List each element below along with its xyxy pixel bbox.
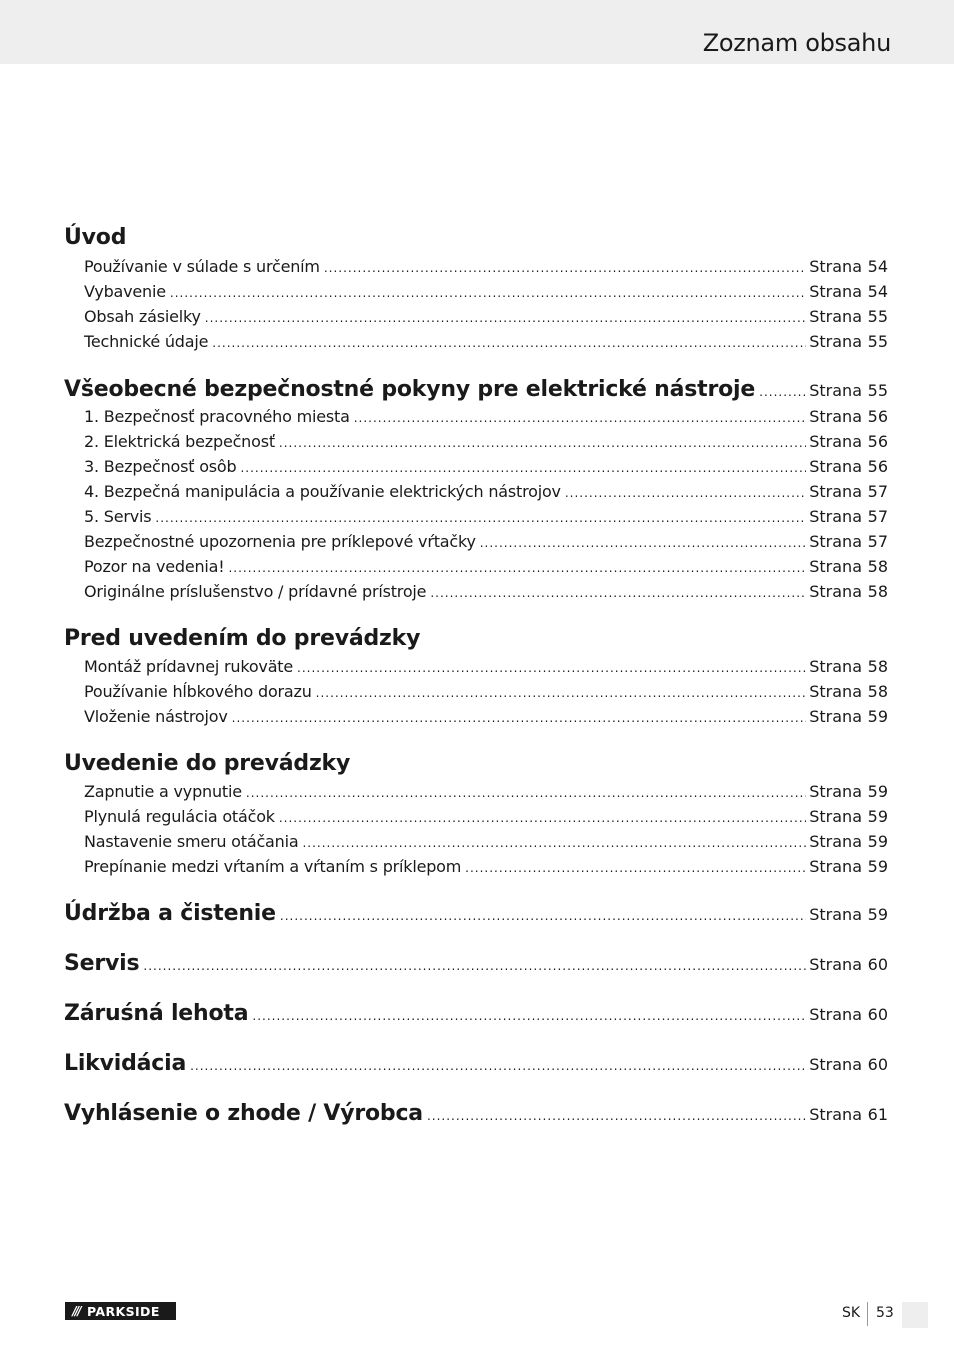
- page-reference: [809, 530, 888, 554]
- page-num: 60: [867, 1005, 888, 1024]
- toc-entry[interactable]: [84, 280, 888, 304]
- entry-label: Originálne príslušenstvo / prídavné prístroje: [84, 582, 427, 601]
- page-num: 59: [867, 707, 888, 726]
- page-reference: [809, 1103, 888, 1127]
- page-word: Strana: [809, 657, 862, 676]
- page-reference: [809, 280, 888, 304]
- page-word: Strana: [809, 582, 862, 601]
- entry-label: 4. Bezpečná manipulácia a používanie elektrických nástrojov: [84, 482, 561, 501]
- toc-entry[interactable]: [84, 555, 888, 579]
- toc-entry[interactable]: [84, 805, 888, 829]
- toc-section-heading[interactable]: [64, 1102, 888, 1126]
- page-word: Strana: [809, 532, 862, 551]
- leader-dots: [212, 336, 806, 350]
- toc-entry[interactable]: [84, 780, 888, 804]
- toc-section-heading[interactable]: [64, 952, 888, 976]
- entry-label: 3. Bezpečnosť osôb: [84, 457, 237, 476]
- page-word: Strana: [809, 807, 862, 826]
- page-reference: [809, 379, 888, 403]
- entry-label: Zapnutie a vypnutie: [84, 782, 242, 801]
- leader-dots: [316, 686, 807, 700]
- page-reference: [809, 255, 888, 279]
- footer-tab-box: [902, 1302, 928, 1328]
- page-word: Strana: [809, 707, 862, 726]
- page-reference: [809, 903, 888, 927]
- page-word: Strana: [809, 507, 862, 526]
- entry-label: Prepínanie medzi vŕtaním a vŕtaním s príklepom: [84, 857, 462, 876]
- toc-entry[interactable]: [84, 430, 888, 454]
- leader-dots: [302, 836, 806, 850]
- leader-dots: [205, 311, 806, 325]
- entry-label: 1. Bezpečnosť pracovného miesta: [84, 407, 350, 426]
- leader-dots: [252, 1009, 806, 1023]
- toc-section-heading[interactable]: [64, 902, 888, 926]
- toc-section-heading[interactable]: [64, 1002, 888, 1026]
- page-num: 56: [867, 457, 888, 476]
- toc-entry[interactable]: [84, 455, 888, 479]
- leader-dots: [155, 511, 806, 525]
- leader-dots: [280, 909, 806, 923]
- page-reference: [809, 455, 888, 479]
- page-num: 54: [867, 282, 888, 301]
- entry-label: Montáž prídavnej rukoväte: [84, 657, 294, 676]
- entry-label: Obsah zásielky: [84, 307, 201, 326]
- section-title: Úvod: [64, 225, 127, 250]
- page-num: 58: [867, 582, 888, 601]
- entry-label: 5. Servis: [84, 507, 152, 526]
- leader-dots: [190, 1059, 806, 1073]
- page-number: 53: [876, 1305, 894, 1321]
- page-word: Strana: [809, 432, 862, 451]
- language-code: SK: [842, 1305, 861, 1321]
- page-reference: [809, 680, 888, 704]
- page-word: Strana: [809, 407, 862, 426]
- toc-entry[interactable]: [84, 255, 888, 279]
- page-word: Strana: [809, 905, 862, 924]
- page-word: Strana: [809, 682, 862, 701]
- page-word: Strana: [809, 307, 862, 326]
- page-word: Strana: [809, 457, 862, 476]
- page-reference: [809, 805, 888, 829]
- page-word: Strana: [809, 332, 862, 351]
- leader-dots: [170, 286, 806, 300]
- toc-entry[interactable]: [84, 505, 888, 529]
- page-num: 59: [867, 807, 888, 826]
- toc-section-heading[interactable]: [64, 378, 888, 402]
- page-word: Strana: [809, 257, 862, 276]
- leader-dots: [480, 536, 807, 550]
- page-num: 60: [867, 955, 888, 974]
- leader-dots: [465, 861, 806, 875]
- toc-section-heading[interactable]: [64, 752, 888, 776]
- section-title: Vyhlásenie o zhode / Výrobca: [64, 1101, 423, 1126]
- entry-label: Používanie v súlade s určením: [84, 257, 320, 276]
- entry-label: Pozor na vedenia!: [84, 557, 225, 576]
- page-word: Strana: [809, 1005, 862, 1024]
- page-word: Strana: [809, 482, 862, 501]
- page-reference: [809, 1003, 888, 1027]
- toc-entry[interactable]: [84, 530, 888, 554]
- page-reference: [809, 480, 888, 504]
- page-reference: [809, 305, 888, 329]
- page-word: Strana: [809, 1055, 862, 1074]
- toc-section-heading[interactable]: [64, 226, 888, 250]
- toc-entry[interactable]: [84, 305, 888, 329]
- leader-dots: [324, 261, 806, 275]
- toc-entry[interactable]: [84, 680, 888, 704]
- page-num: 55: [867, 381, 888, 400]
- section-title: Likvidácia: [64, 1051, 187, 1076]
- entry-label: Nastavenie smeru otáčania: [84, 832, 299, 851]
- page-title: Zoznam obsahu: [702, 29, 891, 57]
- page-num: 59: [867, 832, 888, 851]
- leader-dots: [232, 711, 807, 725]
- leader-dots: [240, 461, 806, 475]
- leader-dots: [427, 1109, 806, 1123]
- section-title: Údržba a čistenie: [64, 901, 276, 926]
- entry-label: Vloženie nástrojov: [84, 707, 228, 726]
- page-word: Strana: [809, 832, 862, 851]
- entry-label: 2. Elektrická bezpečnosť: [84, 432, 275, 451]
- section-title: Servis: [64, 951, 140, 976]
- toc-entry[interactable]: [84, 405, 888, 429]
- page-num: 56: [867, 432, 888, 451]
- toc-entry[interactable]: [84, 855, 888, 879]
- leader-dots: [246, 786, 806, 800]
- logo-slashes-icon: ///: [72, 1304, 80, 1318]
- page-num: 54: [867, 257, 888, 276]
- page-word: Strana: [809, 955, 862, 974]
- page-num: 58: [867, 557, 888, 576]
- page-reference: [809, 953, 888, 977]
- page-num: 57: [867, 532, 888, 551]
- page-reference: [809, 830, 888, 854]
- footer-divider: [867, 1302, 868, 1326]
- page-word: Strana: [809, 782, 862, 801]
- page-num: 57: [867, 482, 888, 501]
- page-reference: [809, 505, 888, 529]
- parkside-logo: [65, 1302, 176, 1320]
- leader-dots: [354, 411, 807, 425]
- toc-entry[interactable]: [84, 580, 888, 604]
- page-reference: [809, 555, 888, 579]
- leader-dots: [430, 586, 806, 600]
- page-reference: [809, 580, 888, 604]
- page-word: Strana: [809, 857, 862, 876]
- page-num: 59: [867, 782, 888, 801]
- leader-dots: [143, 959, 806, 973]
- leader-dots: [565, 486, 806, 500]
- toc-section-heading[interactable]: [64, 1052, 888, 1076]
- page-num: 57: [867, 507, 888, 526]
- toc-entry[interactable]: [84, 655, 888, 679]
- entry-label: Plynulá regulácia otáčok: [84, 807, 275, 826]
- section-title: Záruśná lehota: [64, 1001, 249, 1026]
- leader-dots: [228, 561, 806, 575]
- page-num: 61: [867, 1105, 888, 1124]
- logo-brand-text: PARKSIDE: [87, 1303, 160, 1319]
- section-title: Pred uvedením do prevádzky: [64, 626, 421, 651]
- page-reference: [809, 655, 888, 679]
- toc-entry[interactable]: [84, 480, 888, 504]
- leader-dots: [279, 811, 806, 825]
- leader-dots: [297, 661, 806, 675]
- toc-section-heading[interactable]: [64, 627, 888, 651]
- entry-label: Technické údaje: [84, 332, 209, 351]
- entry-label: Vybavenie: [84, 282, 166, 301]
- page-reference: [809, 1053, 888, 1077]
- entry-label: Bezpečnostné upozornenia pre príklepové vŕtačky: [84, 532, 476, 551]
- page-word: Strana: [809, 381, 862, 400]
- section-title: Všeobecné bezpečnostné pokyny pre elektrické nástroje: [64, 377, 756, 402]
- page-reference: [809, 855, 888, 879]
- page-num: 58: [867, 657, 888, 676]
- page-num: 58: [867, 682, 888, 701]
- page-num: 55: [867, 332, 888, 351]
- page-reference: [809, 430, 888, 454]
- page-reference: [809, 705, 888, 729]
- page-num: 60: [867, 1055, 888, 1074]
- toc-entry[interactable]: [84, 830, 888, 854]
- leader-dots: [279, 436, 806, 450]
- page-word: Strana: [809, 282, 862, 301]
- page-num: 56: [867, 407, 888, 426]
- page-num: 59: [867, 905, 888, 924]
- page-num: 59: [867, 857, 888, 876]
- entry-label: Používanie hĺbkového dorazu: [84, 682, 312, 701]
- page-word: Strana: [809, 557, 862, 576]
- section-title: Uvedenie do prevádzky: [64, 751, 351, 776]
- toc-entry[interactable]: [84, 705, 888, 729]
- leader-dots: [759, 385, 806, 399]
- toc-entry[interactable]: [84, 330, 888, 354]
- page-word: Strana: [809, 1105, 862, 1124]
- page-reference: [809, 405, 888, 429]
- page-reference: [809, 330, 888, 354]
- page-num: 55: [867, 307, 888, 326]
- page-reference: [809, 780, 888, 804]
